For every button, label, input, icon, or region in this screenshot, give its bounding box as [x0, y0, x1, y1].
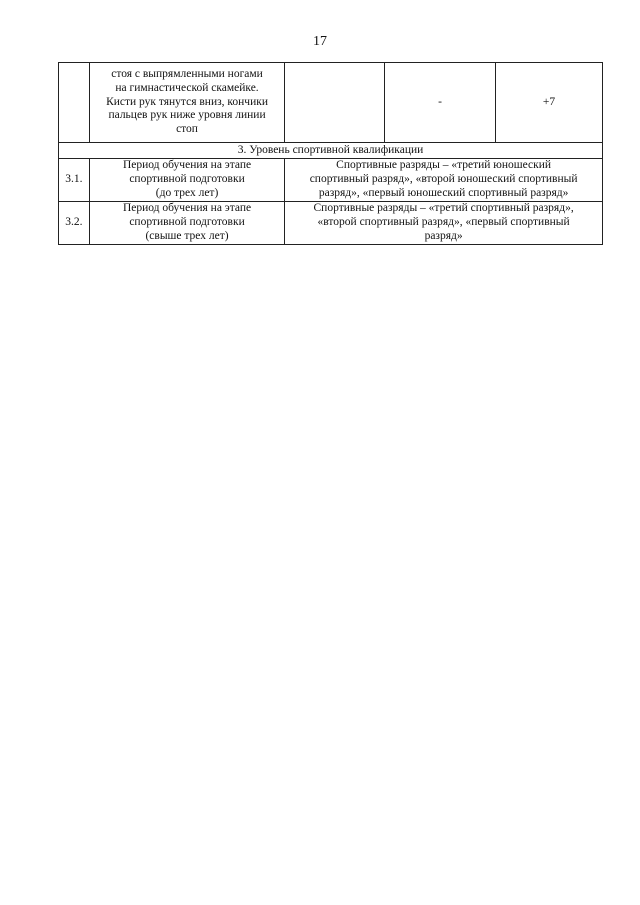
qualification-line: «второй спортивный разряд», «первый спортивный [317, 216, 570, 229]
table-row-continued [59, 63, 603, 143]
row-number-cell: 3.1. [59, 159, 90, 202]
period-line: Период обучения на этапе [122, 159, 252, 172]
period-line: спортивной подготовки [129, 216, 245, 229]
qualification-line: разряд», «первый юношеский спортивный разряд» [318, 186, 569, 199]
qualification-line: разряд» [424, 229, 463, 242]
period-line: (до трех лет) [155, 186, 219, 199]
standards-table [58, 62, 603, 245]
value-cell-2: - [384, 63, 495, 143]
qualification-line: Спортивные разряды – «третий юношеский [336, 159, 552, 172]
description-line: стоя с выпрямленными ногами [111, 68, 263, 80]
period-line: спортивной подготовки [129, 173, 245, 186]
period-line: (свыше трех лет) [145, 229, 229, 242]
value-cell-1 [285, 63, 385, 143]
table-row [59, 202, 603, 245]
description-line: стоп [176, 123, 198, 136]
training-period-cell [89, 202, 284, 245]
section-title: 3. Уровень спортивной квалификации [59, 143, 603, 159]
qualification-line: Спортивные разряды – «третий спортивный разряд», [313, 202, 574, 215]
exercise-description-cell [89, 63, 284, 143]
page-number: 17 [313, 34, 327, 49]
table-row [59, 159, 603, 202]
description-line: пальцев рук ниже уровня линии [108, 109, 266, 122]
row-number-cell: 3.2. [59, 202, 90, 245]
value-cell-3: +7 [496, 63, 603, 143]
qualification-cell [285, 159, 603, 202]
training-period-cell [89, 159, 284, 202]
qualification-line: спортивный разряд», «второй юношеский спортивный [309, 173, 578, 186]
qualification-cell [285, 202, 603, 245]
period-line: Период обучения на этапе [122, 202, 252, 215]
section-header-row [59, 143, 603, 159]
description-line: на гимнастической скамейке. [115, 81, 259, 94]
row-number-cell [59, 63, 90, 143]
description-line: Кисти рук тянутся вниз, кончики [106, 95, 268, 108]
